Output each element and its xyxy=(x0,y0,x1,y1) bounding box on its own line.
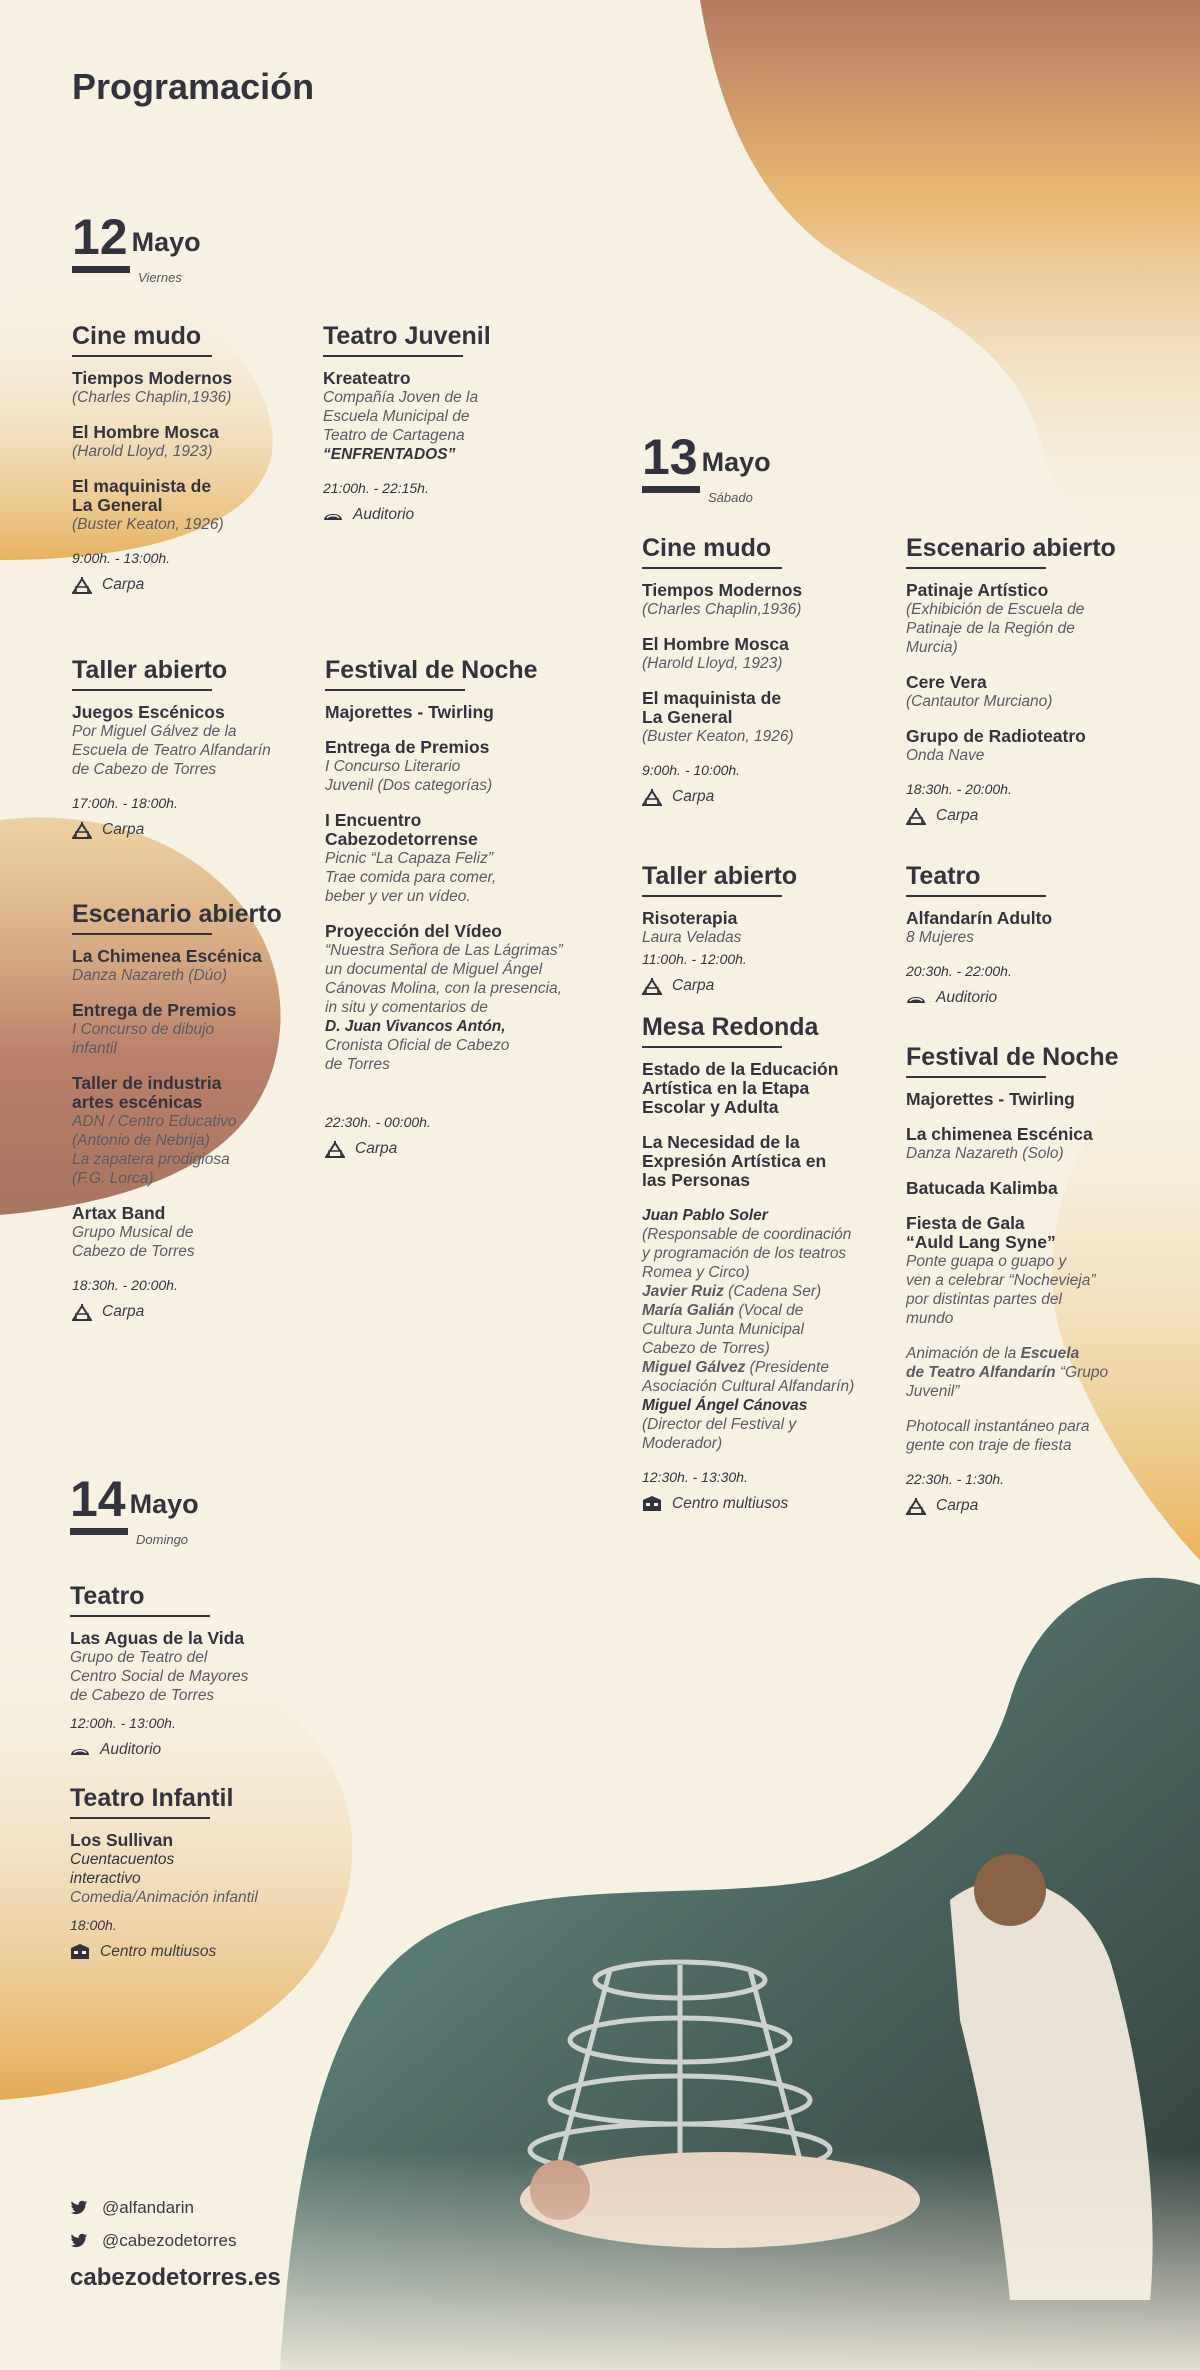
event-detail: Patinaje de la Región de xyxy=(906,620,1075,637)
day-month: Mayo xyxy=(129,1489,199,1519)
twitter-icon xyxy=(70,2200,88,2216)
event-detail: (Cantautor Murciano) xyxy=(906,693,1053,710)
participant-role: y programación de los teatros xyxy=(642,1245,847,1262)
event-title: Tiempos Modernos xyxy=(642,580,803,600)
tent-icon xyxy=(72,821,92,839)
event-title: artes escénicas xyxy=(72,1092,203,1112)
event-detail: de Torres xyxy=(325,1056,390,1073)
event xyxy=(72,1074,332,1188)
event-detail: Picnic “La Capaza Feliz” xyxy=(325,850,493,867)
venue xyxy=(70,1741,340,1759)
event-title: las Personas xyxy=(642,1170,750,1190)
event-detail: (Antonio de Nebrija) xyxy=(72,1132,210,1149)
event-detail: ven a celebrar “Nochevieja” xyxy=(906,1272,1096,1289)
section-underline xyxy=(325,689,465,691)
event-detail: Grupo de Teatro del xyxy=(70,1649,208,1666)
d12-festival-noche xyxy=(325,656,615,1158)
day-number: 14 xyxy=(70,1471,126,1527)
event-title: Entrega de Premios xyxy=(325,737,490,757)
tent-icon xyxy=(906,1497,926,1515)
event-time: 18:00h. xyxy=(70,1917,117,1933)
event xyxy=(325,811,615,906)
section-underline xyxy=(906,567,1046,569)
venue xyxy=(906,989,1176,1007)
event-detail: Centro Social de Mayores xyxy=(70,1668,249,1685)
event-title: El maquinista de xyxy=(72,476,212,496)
participant-role: Romea y Circo) xyxy=(642,1264,750,1281)
venue xyxy=(642,977,892,995)
event-title: La General xyxy=(72,495,163,515)
day-weekday: Viernes xyxy=(138,270,182,285)
event xyxy=(906,1125,1176,1163)
d13-teatro xyxy=(906,862,1176,1007)
tent-icon xyxy=(906,807,926,825)
tent-icon xyxy=(642,977,662,995)
participant-name: Miguel Gálvez xyxy=(642,1359,746,1376)
venue-label: Auditorio xyxy=(353,506,415,523)
event-title: El Hombre Mosca xyxy=(642,634,789,654)
venue-label: Auditorio xyxy=(100,1741,162,1758)
venue-label: Carpa xyxy=(672,788,715,805)
section-title: Festival de Noche xyxy=(906,1043,1119,1071)
d12-escenario-abierto xyxy=(72,900,332,1321)
day-header-12 xyxy=(72,209,201,285)
day-underline xyxy=(70,1528,128,1535)
event-detail: Escuela de Teatro Alfandarín xyxy=(72,742,271,759)
day-month: Mayo xyxy=(701,447,771,477)
section-title: Festival de Noche xyxy=(325,656,538,684)
section-title: Taller abierto xyxy=(642,862,798,890)
event xyxy=(642,581,892,619)
event xyxy=(325,738,615,795)
event-detail: Murcia) xyxy=(906,639,958,656)
event xyxy=(323,369,593,464)
event xyxy=(70,1629,340,1705)
event-detail: Juvenil” xyxy=(906,1383,960,1400)
participant-role: (Vocal de xyxy=(734,1302,804,1319)
event-title: Kreateatro xyxy=(323,368,411,388)
event-time: 18:30h. - 20:00h. xyxy=(906,781,1012,797)
venue-label: Centro multiusos xyxy=(672,1495,789,1512)
event-title: Expresión Artística en xyxy=(642,1151,827,1171)
section-underline xyxy=(906,1076,1046,1078)
event-title: I Encuentro xyxy=(325,810,422,830)
event-title: Artax Band xyxy=(72,1203,166,1223)
event-detail: Trae comida para comer, xyxy=(325,869,497,886)
detail-text: “Grupo xyxy=(1055,1364,1109,1381)
event-title: Fiesta de Gala xyxy=(906,1213,1025,1233)
venue xyxy=(323,506,593,524)
auditorium-icon xyxy=(323,506,343,524)
event-detail: (Harold Lloyd, 1923) xyxy=(72,443,213,460)
event-detail: Escuela Municipal de xyxy=(323,408,470,425)
event xyxy=(906,1344,1176,1401)
participant-name: María Galián xyxy=(642,1302,735,1319)
venue-label: Carpa xyxy=(102,1303,145,1320)
event-title: La Chimenea Escénica xyxy=(72,946,262,966)
participant-role: (Cadena Ser) xyxy=(723,1283,822,1300)
event-detail: Cabezo de Torres xyxy=(72,1243,195,1260)
tent-icon xyxy=(72,1303,92,1321)
venue xyxy=(70,1943,340,1961)
event-time: 9:00h. - 13:00h. xyxy=(72,550,171,566)
event-detail: gente con traje de fiesta xyxy=(906,1437,1072,1454)
d12-teatro-juvenil xyxy=(323,322,593,524)
event xyxy=(642,909,892,947)
day-month: Mayo xyxy=(131,227,201,257)
participant xyxy=(642,1282,902,1301)
event-time: 21:00h. - 22:15h. xyxy=(323,480,429,496)
day-number: 13 xyxy=(642,429,698,485)
event xyxy=(325,703,615,722)
event-title: “Auld Lang Syne” xyxy=(906,1232,1056,1252)
twitter-link-cabezodetorres[interactable] xyxy=(70,2231,236,2251)
day-weekday: Sábado xyxy=(708,490,753,505)
venue-label: Centro multiusos xyxy=(100,1943,217,1960)
event-title: El Hombre Mosca xyxy=(72,422,219,442)
event-detail: de Cabezo de Torres xyxy=(72,761,217,778)
event-title: Majorettes - Twirling xyxy=(325,702,494,722)
shape-top-right xyxy=(700,0,1200,560)
venue xyxy=(642,788,892,806)
event-title: La chimenea Escénica xyxy=(906,1124,1093,1144)
event-detail: ADN / Centro Educativo xyxy=(72,1113,237,1130)
d14-teatro-infantil xyxy=(70,1784,340,1961)
event-detail: Danza Nazareth (Dúo) xyxy=(72,967,228,984)
event-detail xyxy=(906,1344,1176,1363)
participant-name: Javier Ruiz xyxy=(642,1283,724,1300)
building-icon xyxy=(70,1943,90,1961)
event xyxy=(906,1417,1176,1455)
event-title: El maquinista de xyxy=(642,688,782,708)
event-time: 12:30h. - 13:30h. xyxy=(642,1469,748,1485)
detail-bold: de Teatro Alfandarín xyxy=(906,1364,1056,1381)
section-title: Taller abierto xyxy=(72,656,228,684)
event-title: Majorettes - Twirling xyxy=(906,1089,1075,1109)
venue-label: Carpa xyxy=(102,576,145,593)
event-title: Estado de la Educación xyxy=(642,1059,839,1079)
participant-role: (Presidente xyxy=(745,1359,829,1376)
venue xyxy=(906,807,1176,825)
theatre-photo xyxy=(280,1578,1200,2370)
day-number: 12 xyxy=(72,209,128,265)
event-detail: 8 Mujeres xyxy=(906,929,975,946)
d13-mesa-redonda xyxy=(642,1013,902,1513)
event xyxy=(906,1214,1176,1328)
event-detail: Photocall instantáneo para xyxy=(906,1418,1090,1435)
venue xyxy=(72,1303,332,1321)
event-title: La Necesidad de la xyxy=(642,1132,800,1152)
event-detail: mundo xyxy=(906,1310,954,1327)
twitter-handle: @alfandarin xyxy=(102,2198,194,2217)
event-detail: D. Juan Vivancos Antón, xyxy=(325,1018,506,1035)
venue xyxy=(72,576,312,594)
event-title: Risoterapia xyxy=(642,908,738,928)
day-underline xyxy=(72,266,130,273)
building-icon xyxy=(642,1495,662,1513)
event-detail: por distintas partes del xyxy=(906,1291,1062,1308)
event-detail: infantil xyxy=(72,1040,117,1057)
d13-escenario-abierto xyxy=(906,534,1176,825)
event-detail: (Buster Keaton, 1926) xyxy=(642,728,794,745)
event-detail: Onda Nave xyxy=(906,747,985,764)
event-detail: Juvenil (Dos categorías) xyxy=(325,777,493,794)
section-title: Teatro xyxy=(70,1582,145,1610)
participant xyxy=(642,1301,902,1320)
event-detail: de Cabezo de Torres xyxy=(70,1687,215,1704)
event xyxy=(642,635,892,673)
event-title: Alfandarín Adulto xyxy=(906,908,1053,928)
event-title: Artística en la Etapa xyxy=(642,1078,810,1098)
event-title: Los Sullivan xyxy=(70,1830,174,1850)
participant-name: Juan Pablo Soler xyxy=(642,1207,768,1224)
event-detail: Laura Veladas xyxy=(642,929,742,946)
venue-label: Carpa xyxy=(936,1497,979,1514)
venue-label: Carpa xyxy=(672,977,715,994)
event-time: 12:00h. - 13:00h. xyxy=(70,1715,176,1731)
event-detail: in situ y comentarios de xyxy=(325,999,488,1016)
twitter-icon xyxy=(70,2233,88,2249)
event xyxy=(72,1204,332,1261)
participant-name: Miguel Ángel Cánovas xyxy=(642,1397,808,1414)
section-title: Cine mudo xyxy=(72,322,202,350)
event-title: Grupo de Radioteatro xyxy=(906,726,1086,746)
section-underline xyxy=(72,689,212,691)
event-detail: un documental de Miguel Ángel xyxy=(325,961,543,978)
participant-role: (Director del Festival y xyxy=(642,1416,797,1433)
venue-label: Carpa xyxy=(936,807,979,824)
event-title: Taller de industria xyxy=(72,1073,222,1093)
event-detail: “Nuestra Señora de Las Lágrimas” xyxy=(325,942,563,959)
participant-role: (Responsable de coordinación xyxy=(642,1226,852,1243)
event-detail: Comedia/Animación infantil xyxy=(70,1889,258,1906)
event-detail: I Concurso Literario xyxy=(325,758,461,775)
event-detail: “ENFRENTADOS” xyxy=(323,446,456,463)
event xyxy=(906,727,1176,765)
spacer xyxy=(325,1090,615,1104)
event xyxy=(906,673,1176,711)
event-detail: Ponte guapa o guapo y xyxy=(906,1253,1067,1270)
venue xyxy=(906,1497,1176,1515)
event-detail: Compañía Joven de la xyxy=(323,389,479,406)
event-detail: (Exhibición de Escuela de xyxy=(906,601,1085,618)
tent-icon xyxy=(642,788,662,806)
event-detail: (Buster Keaton, 1926) xyxy=(72,516,224,533)
section-title: Teatro Infantil xyxy=(70,1784,234,1812)
section-underline xyxy=(642,567,782,569)
event xyxy=(906,1090,1176,1109)
venue-label: Carpa xyxy=(355,1140,398,1157)
venue-label: Auditorio xyxy=(936,989,998,1006)
website-link[interactable]: cabezodetorres.es xyxy=(70,2264,281,2291)
day-weekday: Domingo xyxy=(136,1532,189,1547)
event xyxy=(72,947,332,985)
event-detail: Por Miguel Gálvez de la xyxy=(72,723,237,740)
section-title: Teatro Juvenil xyxy=(323,322,491,350)
event xyxy=(906,1179,1176,1198)
event xyxy=(642,1133,902,1190)
event-title: La General xyxy=(642,707,733,727)
event-time: 11:00h. - 12:00h. xyxy=(642,951,747,967)
d12-cine-mudo xyxy=(72,322,312,594)
event-time: 9:00h. - 10:00h. xyxy=(642,762,741,778)
event xyxy=(70,1831,340,1907)
event-time: 17:00h. - 18:00h. xyxy=(72,795,178,811)
section-underline xyxy=(72,355,212,357)
event-title: Proyección del Vídeo xyxy=(325,921,502,941)
event-detail: interactivo xyxy=(70,1870,141,1887)
event xyxy=(72,703,322,779)
event-detail: Cuentacuentos xyxy=(70,1851,175,1868)
event xyxy=(906,909,1176,947)
event-title: Escolar y Adulta xyxy=(642,1097,779,1117)
participant-role: Moderador) xyxy=(642,1435,723,1452)
d13-festival-noche xyxy=(906,1043,1176,1515)
participant-role: Cabezo de Torres) xyxy=(642,1340,770,1357)
event-detail: Cronista Oficial de Cabezo xyxy=(325,1037,510,1054)
venue xyxy=(642,1495,902,1513)
d13-cine-mudo xyxy=(642,534,892,806)
d13-taller-abierto xyxy=(642,862,892,995)
detail-bold: Escuela xyxy=(1020,1345,1080,1362)
event-time: 22:30h. - 00:00h. xyxy=(325,1114,431,1130)
section-underline xyxy=(72,933,212,935)
participants xyxy=(642,1206,902,1453)
event xyxy=(325,922,615,1074)
event xyxy=(642,1060,902,1117)
event-detail xyxy=(906,1363,1176,1382)
section-title: Cine mudo xyxy=(642,534,772,562)
event-title: Cabezodetorrense xyxy=(325,829,478,849)
section-title: Mesa Redonda xyxy=(642,1013,819,1041)
event xyxy=(72,1001,332,1058)
section-underline xyxy=(70,1615,210,1617)
participant-role: Asociación Cultural Alfandarín) xyxy=(642,1378,855,1395)
event-title: Las Aguas de la Vida xyxy=(70,1628,245,1648)
event-detail: Danza Nazareth (Solo) xyxy=(906,1145,1064,1162)
event-detail: (F.G. Lorca) xyxy=(72,1170,154,1187)
day-underline xyxy=(642,486,700,493)
event-detail: (Harold Lloyd, 1923) xyxy=(642,655,783,672)
event-title: Batucada Kalimba xyxy=(906,1178,1058,1198)
event xyxy=(72,369,312,407)
event-title: Cere Vera xyxy=(906,672,987,692)
event-title: Patinaje Artístico xyxy=(906,580,1049,600)
section-title: Escenario abierto xyxy=(906,534,1116,562)
section-underline xyxy=(323,355,463,357)
participant xyxy=(642,1358,902,1377)
d12-taller-abierto xyxy=(72,656,322,839)
detail-text: Animación de la xyxy=(906,1345,1021,1362)
event-detail: Cánovas Molina, con la presencia, xyxy=(325,980,562,997)
event-detail: beber y ver un vídeo. xyxy=(325,888,471,905)
day-header-13 xyxy=(642,429,771,505)
day-header-14 xyxy=(70,1471,199,1547)
event-title: Juegos Escénicos xyxy=(72,702,225,722)
event-time: 20:30h. - 22:00h. xyxy=(906,963,1012,979)
venue xyxy=(72,821,322,839)
twitter-link-alfandarin[interactable] xyxy=(70,2198,194,2218)
d14-teatro xyxy=(70,1582,340,1759)
section-underline xyxy=(642,895,782,897)
event-detail: (Charles Chaplin,1936) xyxy=(642,601,802,618)
event-detail: (Charles Chaplin,1936) xyxy=(72,389,232,406)
section-underline xyxy=(906,895,1046,897)
participant-role: Cultura Junta Municipal xyxy=(642,1321,804,1338)
section-title: Escenario abierto xyxy=(72,900,282,928)
auditorium-icon xyxy=(70,1741,90,1759)
section-underline xyxy=(642,1046,782,1048)
event xyxy=(642,689,892,746)
event xyxy=(72,423,312,461)
page-title: Programación xyxy=(72,66,315,107)
auditorium-icon xyxy=(906,989,926,1007)
twitter-handle: @cabezodetorres xyxy=(102,2231,237,2250)
event xyxy=(72,477,312,534)
event-detail: La zapatera prodigiosa xyxy=(72,1151,230,1168)
event-time: 18:30h. - 20:00h. xyxy=(72,1277,178,1293)
event-detail: I Concurso de dibujo xyxy=(72,1021,215,1038)
event-title: Entrega de Premios xyxy=(72,1000,237,1020)
event xyxy=(906,581,1176,657)
section-underline xyxy=(70,1817,210,1819)
event-detail: Teatro de Cartagena xyxy=(323,427,465,444)
tent-icon xyxy=(72,576,92,594)
venue xyxy=(325,1140,615,1158)
event-time: 22:30h. - 1:30h. xyxy=(906,1471,1005,1487)
event-detail: Grupo Musical de xyxy=(72,1224,194,1241)
section-title: Teatro xyxy=(906,862,981,890)
venue-label: Carpa xyxy=(102,821,145,838)
event-title: Tiempos Modernos xyxy=(72,368,233,388)
